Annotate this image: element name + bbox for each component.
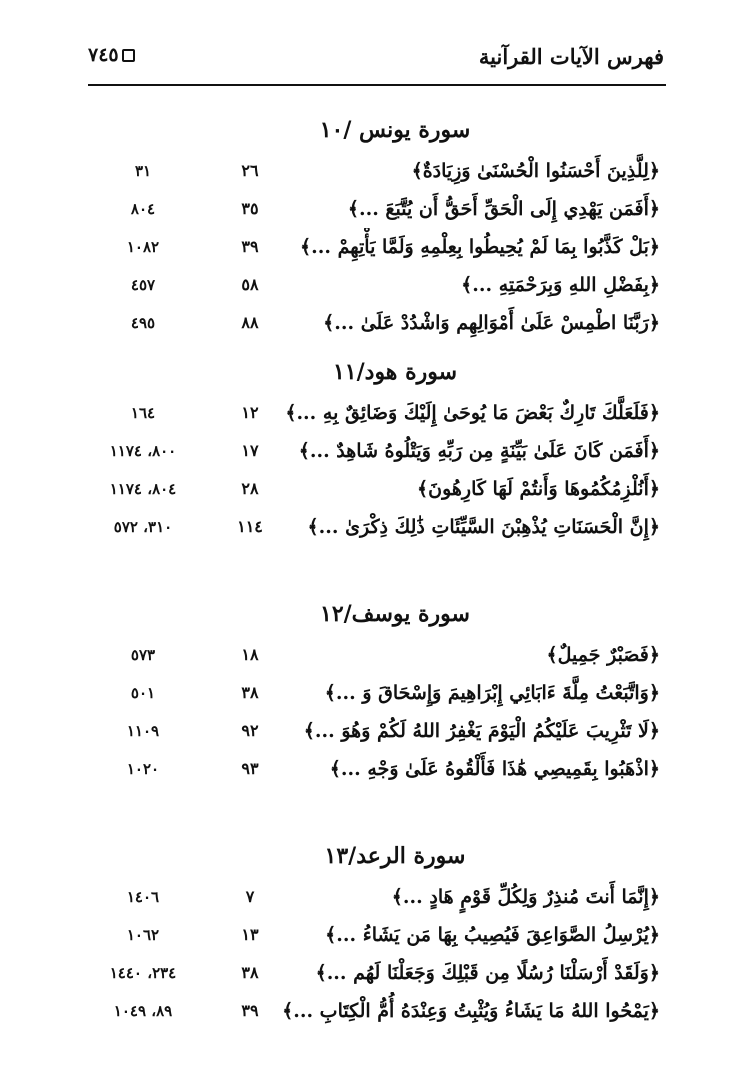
verse-text: ﴿لِلَّذِينَ أَحْسَنُوا الْحُسْنَىٰ وَزِيَادَةٌ﴾ xyxy=(411,160,660,182)
verse-row xyxy=(0,878,750,916)
ayah-number: ٣٩ xyxy=(241,237,259,256)
ayah-number: ١٨ xyxy=(241,645,259,664)
verse-text: ﴿يُرْسِلُ الصَّوَاعِقَ فَيُصِيبُ بِهَا مَن يَشَاءُ ...﴾ xyxy=(325,924,660,946)
ayah-number: ٣٨ xyxy=(241,683,259,702)
verse-text: ﴿أَنُلْزِمُكُمُوهَا وَأَنتُمْ لَهَا كَارِهُونَ﴾ xyxy=(417,478,660,500)
surah-section xyxy=(0,110,750,352)
surah-section xyxy=(0,594,750,836)
page-refs: ٥٠١ xyxy=(130,684,156,702)
verse-row xyxy=(0,750,750,788)
ayah-number: ٢٦ xyxy=(241,161,259,180)
verse-text: ﴿بِفَضْلِ اللهِ وَبِرَحْمَتِهِ ...﴾ xyxy=(461,274,660,296)
verse-text: ﴿يَمْحُوا اللهُ مَا يَشَاءُ وَيُثْبِتُ وَعِنْدَهُ أُمُّ الْكِتَابِ ...﴾ xyxy=(282,1000,660,1022)
verse-text: ﴿اذْهَبُوا بِقَمِيصِي هَٰذَا فَأَلْقُوهُ عَلَىٰ وَجْهِ ...﴾ xyxy=(329,758,660,780)
verse-row xyxy=(0,190,750,228)
ayah-number: ٣٨ xyxy=(241,963,259,982)
ayah-number: ٣٥ xyxy=(241,199,259,218)
ayah-number: ٥٨ xyxy=(241,275,259,294)
ayah-number: ٢٨ xyxy=(241,479,259,498)
page-refs: ٣١ xyxy=(134,162,152,180)
page-refs: ٨٠٤ xyxy=(130,200,156,218)
verse-row xyxy=(0,954,750,992)
page-refs: ٣١٠، ٥٧٢ xyxy=(113,518,173,536)
verse-row xyxy=(0,152,750,190)
page-refs: ٤٩٥ xyxy=(130,314,156,332)
ayah-number: ١٣ xyxy=(241,925,259,944)
page-refs: ٤٥٧ xyxy=(130,276,156,294)
index-sections xyxy=(0,110,750,1078)
page-number-value: ٧٤٥ xyxy=(88,44,119,66)
verse-text: ﴿رَبَّنَا اطْمِسْ عَلَىٰ أَمْوَالِهِم وَاشْدُدْ عَلَىٰ ...﴾ xyxy=(323,312,660,334)
verse-list xyxy=(0,878,750,1030)
verse-row xyxy=(0,508,750,546)
page-header xyxy=(0,0,750,90)
verse-text: ﴿فَصَبْرٌ جَمِيلٌ﴾ xyxy=(546,644,660,666)
verse-list xyxy=(0,152,750,342)
ayah-number: ٣٩ xyxy=(241,1001,259,1020)
page-number xyxy=(88,44,135,66)
page-refs: ٨٠٤، ١١٧٤ xyxy=(109,480,177,498)
page-refs: ١٦٤ xyxy=(130,404,156,422)
page-refs: ١٠٨٢ xyxy=(126,238,160,256)
verse-text: ﴿أَفَمَن يَهْدِي إِلَى الْحَقِّ أَحَقُّ أَن يُتَّبَعَ ...﴾ xyxy=(347,198,660,220)
verse-row xyxy=(0,674,750,712)
verse-row xyxy=(0,228,750,266)
surah-title: سورة هود/١١ xyxy=(332,359,458,385)
verse-list xyxy=(0,636,750,788)
page-refs: ٥٧٣ xyxy=(130,646,156,664)
verse-text: ﴿بَلْ كَذَّبُوا بِمَا لَمْ يُحِيطُوا بِعِلْمِهِ وَلَمَّا يَأْتِهِمْ ...﴾ xyxy=(300,236,660,258)
ayah-number: ١٧ xyxy=(241,441,259,460)
header-divider xyxy=(88,84,666,86)
page-refs: ٢٣٤، ١٤٤٠ xyxy=(109,964,177,982)
ayah-number: ٩٢ xyxy=(241,721,259,740)
ayah-number: ٨٨ xyxy=(241,313,259,332)
page-refs: ٨٩، ١٠٤٩ xyxy=(113,1002,173,1020)
surah-section xyxy=(0,352,750,594)
verse-row xyxy=(0,712,750,750)
verse-row xyxy=(0,992,750,1030)
page-refs: ١١٠٩ xyxy=(126,722,160,740)
verse-text: ﴿إِنَّمَا أَنتَ مُنذِرٌ وَلِكُلِّ قَوْمٍ هَادٍ ...﴾ xyxy=(391,886,660,908)
verse-row xyxy=(0,266,750,304)
surah-section xyxy=(0,836,750,1078)
verse-text: ﴿لَا تَثْرِيبَ عَلَيْكُمُ الْيَوْمَ يَغْفِرُ اللهُ لَكُمْ وَهُوَ ...﴾ xyxy=(303,720,660,742)
verse-text: ﴿أَفَمَن كَانَ عَلَىٰ بَيِّنَةٍ مِن رَبِّهِ وَيَتْلُوهُ شَاهِدٌ ...﴾ xyxy=(298,440,660,462)
verse-row xyxy=(0,394,750,432)
verse-list xyxy=(0,394,750,546)
verse-text: ﴿فَلَعَلَّكَ تَارِكٌ بَعْضَ مَا يُوحَىٰ إِلَيْكَ وَضَائِقٌ بِهِ ...﴾ xyxy=(285,402,660,424)
surah-title: سورة الرعد/١٣ xyxy=(324,843,466,869)
ayah-number: ٩٣ xyxy=(241,759,259,778)
verse-text: ﴿وَاتَّبَعْتُ مِلَّةَ ءَابَائِي إِبْرَاهِيمَ وَإِسْحَاقَ وَ ...﴾ xyxy=(324,682,660,704)
ayah-number: ١١٤ xyxy=(237,517,263,536)
verse-row xyxy=(0,916,750,954)
ayah-number: ١٢ xyxy=(241,403,259,422)
verse-row xyxy=(0,304,750,342)
running-title: فهرس الآيات القرآنية xyxy=(478,44,664,69)
verse-row xyxy=(0,432,750,470)
surah-title: سورة يونس /١٠ xyxy=(319,117,471,143)
verse-text: ﴿وَلَقَدْ أَرْسَلْنَا رُسُلًا مِن قَبْلِكَ وَجَعَلْنَا لَهُم ...﴾ xyxy=(315,962,660,984)
page-refs: ١٠٦٢ xyxy=(126,926,160,944)
surah-title: سورة يوسف/١٢ xyxy=(320,601,470,627)
verse-row xyxy=(0,636,750,674)
ayah-number: ٧ xyxy=(245,887,255,906)
page-refs: ١٤٠٦ xyxy=(126,888,160,906)
page-refs: ٨٠٠، ١١٧٤ xyxy=(109,442,177,460)
page-square-icon xyxy=(122,49,135,62)
verse-row xyxy=(0,470,750,508)
verse-text: ﴿إِنَّ الْحَسَنَاتِ يُذْهِبْنَ السَّيِّئَاتِ ذَٰلِكَ ذِكْرَىٰ ...﴾ xyxy=(307,516,660,538)
page-refs: ١٠٢٠ xyxy=(126,760,160,778)
